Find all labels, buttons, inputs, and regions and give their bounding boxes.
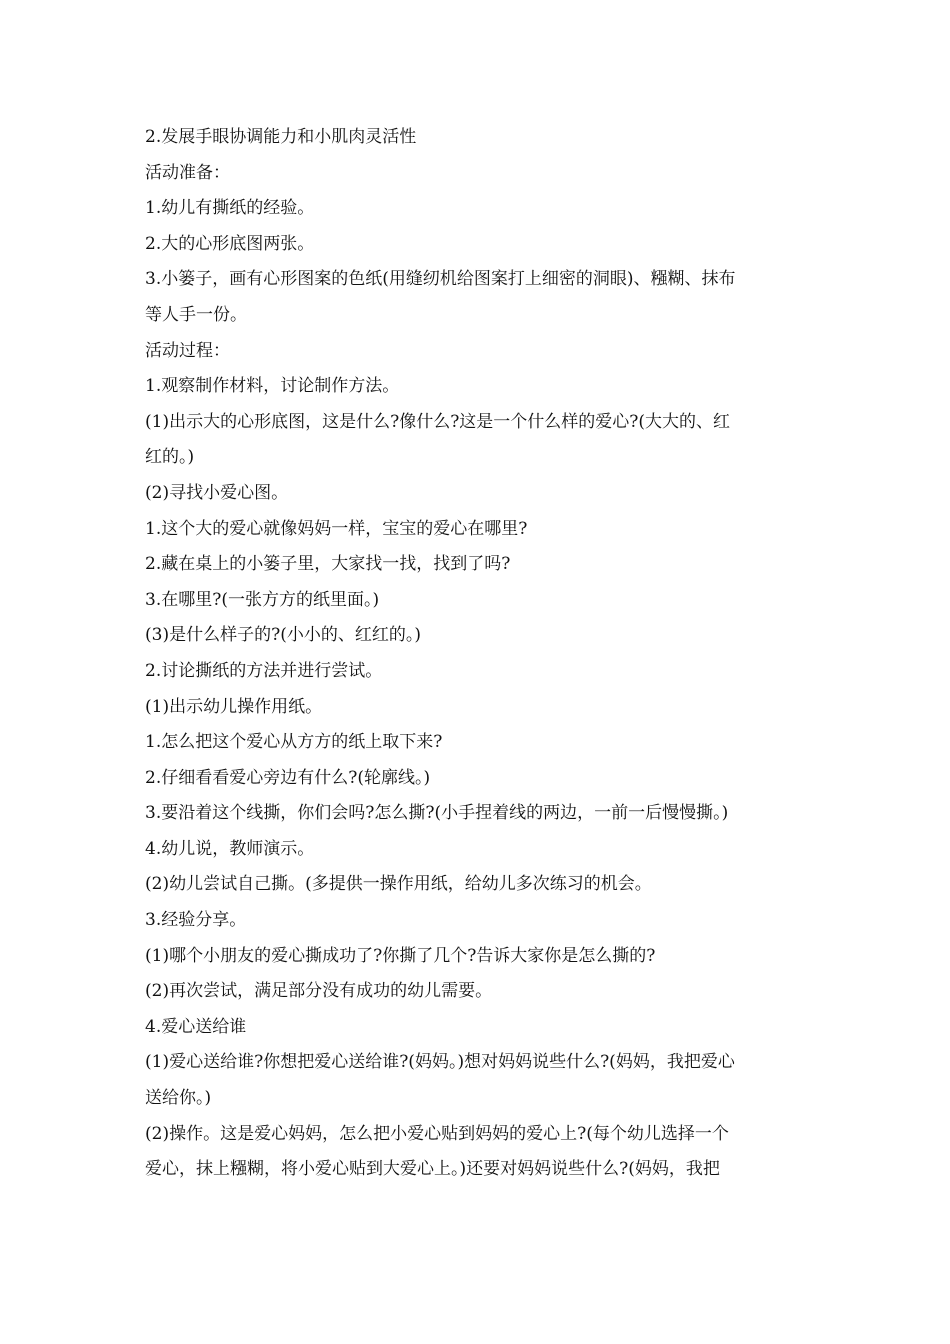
text-line: 2.发展手眼协调能力和小肌肉灵活性 — [145, 127, 417, 147]
text-line: (1)出示大的心形底图，这是什么?像什么?这是一个什么样的爱心?(大大的、红 — [145, 411, 731, 432]
text-line: 送给你。) — [145, 1088, 212, 1109]
text-line: 红的。) — [145, 447, 195, 468]
text-line: 3.在哪里?(一张方方的纸里面。) — [145, 589, 380, 610]
text-line: 1.怎么把这个爱心从方方的纸上取下来? — [145, 732, 443, 753]
text-line: 爱心，抹上糨糊，将小爱心贴到大爱心上。)还要对妈妈说些什么?(妈妈，我把 — [145, 1159, 720, 1180]
text-line: 4.幼儿说，教师演示。 — [145, 838, 315, 859]
text-line: 4.爱心送给谁 — [145, 1016, 247, 1037]
text-line: (2)再次尝试，满足部分没有成功的幼儿需要。 — [145, 981, 493, 1002]
text-line: (1)哪个小朋友的爱心撕成功了?你撕了几个?告诉大家你是怎么撕的? — [145, 945, 656, 966]
text-line: 2.大的心形底图两张。 — [145, 233, 315, 254]
text-line: 1.这个大的爱心就像妈妈一样，宝宝的爱心在哪里? — [145, 518, 528, 539]
text-line: (1)出示幼儿操作用纸。 — [145, 696, 323, 717]
text-line: 3.小篓子，画有心形图案的色纸(用缝纫机给图案打上细密的洞眼)、糨糊、抹布 — [145, 269, 736, 290]
text-line: (2)寻找小爱心图。 — [145, 482, 289, 503]
section-heading: 活动过程： — [145, 340, 230, 361]
text-line: 2.藏在桌上的小篓子里，大家找一找，找到了吗? — [145, 554, 511, 575]
text-line: 1.幼儿有撕纸的经验。 — [145, 198, 315, 219]
text-line: (1)爱心送给谁?你想把爱心送给谁?(妈妈。)想对妈妈说些什么?(妈妈，我把爱心 — [145, 1052, 735, 1073]
text-line: 1.观察制作材料，讨论制作方法。 — [145, 376, 400, 397]
text-line: (3)是什么样子的?(小小的、红红的。) — [145, 625, 421, 646]
text-line: 2.讨论撕纸的方法并进行尝试。 — [145, 660, 383, 681]
text-line: 3.经验分享。 — [145, 910, 247, 931]
text-line: 等人手一份。 — [145, 304, 247, 325]
text-line: (2)操作。这是爱心妈妈，怎么把小爱心贴到妈妈的爱心上?(每个幼儿选择一个 — [145, 1123, 729, 1144]
text-line: 2.仔细看看爱心旁边有什么?(轮廓线。) — [145, 767, 431, 788]
document-body — [145, 120, 810, 1188]
text-line: (2)幼儿尝试自己撕。(多提供一操作用纸，给幼儿多次练习的机会。 — [145, 874, 652, 895]
section-heading: 活动准备： — [145, 162, 230, 183]
text-line: 3.要沿着这个线撕，你们会吗?怎么撕?(小手捏着线的两边，一前一后慢慢撕。) — [145, 803, 729, 824]
